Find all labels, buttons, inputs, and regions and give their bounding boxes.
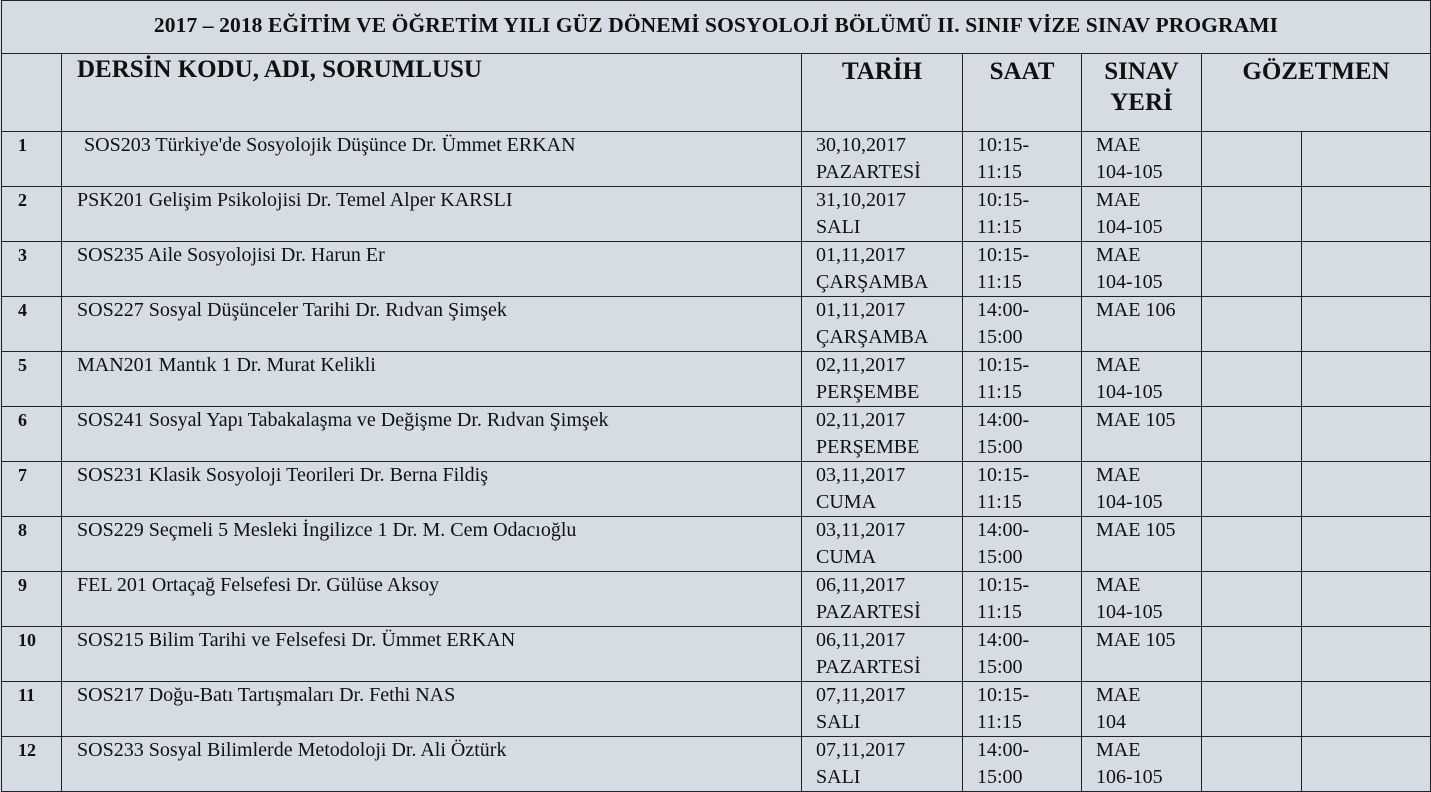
table-row (2, 682, 1431, 737)
proctor-cell-1 (1202, 407, 1302, 462)
row-number: 7 (2, 462, 62, 517)
room-cell (1082, 407, 1202, 462)
proctor-cell-2 (1302, 737, 1431, 792)
proctor-cell-1 (1202, 187, 1302, 242)
header-proctor: GÖZETMEN (1202, 54, 1431, 132)
table-row (2, 407, 1431, 462)
course-cell: SOS229 Seçmeli 5 Mesleki İngilizce 1 Dr. M. Cem Odacıoğlu (62, 517, 802, 572)
room-cell (1082, 462, 1202, 517)
exam-date: 06,11,2017 (816, 574, 906, 596)
room-cell (1082, 517, 1202, 572)
time-cell (963, 517, 1082, 572)
exam-date: 07,11,2017 (816, 739, 906, 761)
course-cell: SOS233 Sosyal Bilimlerde Metodoloji Dr. Ali Öztürk (62, 737, 802, 792)
room-line1: MAE (1096, 354, 1141, 376)
course-cell: PSK201 Gelişim Psikolojisi Dr. Temel Alper KARSLI (62, 187, 802, 242)
room-line1: MAE 105 (1096, 409, 1176, 431)
table-row (2, 572, 1431, 627)
proctor-cell-2 (1302, 572, 1431, 627)
time-start: 14:00- (977, 629, 1030, 651)
room-cell (1082, 627, 1202, 682)
row-number: 12 (2, 737, 62, 792)
exam-day: CUMA (816, 491, 877, 513)
time-start: 14:00- (977, 409, 1030, 431)
course-cell: SOS215 Bilim Tarihi ve Felsefesi Dr. Ümmet ERKAN (62, 627, 802, 682)
exam-day: PAZARTESİ (816, 161, 921, 183)
course-cell: SOS203 Türkiye'de Sosyolojik Düşünce Dr. Ümmet ERKAN (62, 132, 802, 187)
date-cell (802, 682, 963, 737)
document-title: 2017 – 2018 EĞİTİM VE ÖĞRETİM YILI GÜZ DÖNEMİ SOSYOLOJİ BÖLÜMÜ II. SINIF VİZE SINAV PROGRAMI (2, 1, 1431, 54)
time-cell (963, 462, 1082, 517)
table-row (2, 737, 1431, 792)
time-cell (963, 187, 1082, 242)
proctor-cell-1 (1202, 682, 1302, 737)
room-line1: MAE (1096, 134, 1141, 156)
exam-day: SALI (816, 216, 861, 238)
date-cell (802, 297, 963, 352)
room-line1: MAE (1096, 189, 1141, 211)
room-line2: 106-105 (1096, 766, 1163, 788)
table-row (2, 627, 1431, 682)
proctor-cell-2 (1302, 462, 1431, 517)
proctor-cell-2 (1302, 297, 1431, 352)
course-cell: MAN201 Mantık 1 Dr. Murat Kelikli (62, 352, 802, 407)
time-start: 10:15- (977, 574, 1030, 596)
course-cell: SOS231 Klasik Sosyoloji Teorileri Dr. Berna Fildiş (62, 462, 802, 517)
header-room-line2: YERİ (1110, 89, 1173, 116)
time-start: 10:15- (977, 189, 1030, 211)
table-row (2, 132, 1431, 187)
date-cell (802, 627, 963, 682)
table-row (2, 517, 1431, 572)
time-end: 11:15 (977, 271, 1022, 293)
course-cell: SOS227 Sosyal Düşünceler Tarihi Dr. Rıdvan Şimşek (62, 297, 802, 352)
date-cell (802, 462, 963, 517)
room-line2: 104-105 (1096, 491, 1163, 513)
exam-date: 30,10,2017 (816, 134, 906, 156)
header-row (2, 54, 1431, 132)
proctor-cell-2 (1302, 517, 1431, 572)
time-end: 11:15 (977, 601, 1022, 623)
time-start: 10:15- (977, 684, 1030, 706)
room-line2: 104-105 (1096, 381, 1163, 403)
time-end: 11:15 (977, 491, 1022, 513)
time-start: 14:00- (977, 739, 1030, 761)
time-end: 15:00 (977, 656, 1023, 678)
exam-date: 02,11,2017 (816, 354, 906, 376)
exam-day: PAZARTESİ (816, 656, 921, 678)
header-course: DERSİN KODU, ADI, SORUMLUSU (62, 54, 802, 132)
row-number: 9 (2, 572, 62, 627)
table-row (2, 187, 1431, 242)
room-line1: MAE 105 (1096, 629, 1176, 651)
room-line1: MAE 105 (1096, 519, 1176, 541)
course-cell: FEL 201 Ortaçağ Felsefesi Dr. Gülüse Aksoy (62, 572, 802, 627)
time-end: 11:15 (977, 216, 1022, 238)
course-cell: SOS235 Aile Sosyolojisi Dr. Harun Er (62, 242, 802, 297)
proctor-cell-1 (1202, 462, 1302, 517)
row-number: 10 (2, 627, 62, 682)
time-start: 14:00- (977, 519, 1030, 541)
time-end: 11:15 (977, 381, 1022, 403)
header-time: SAAT (963, 54, 1082, 132)
time-end: 15:00 (977, 436, 1023, 458)
exam-day: ÇARŞAMBA (816, 271, 929, 293)
time-cell (963, 682, 1082, 737)
row-number: 6 (2, 407, 62, 462)
room-cell (1082, 572, 1202, 627)
exam-date: 02,11,2017 (816, 409, 906, 431)
header-date: TARİH (802, 54, 963, 132)
exam-date: 31,10,2017 (816, 189, 906, 211)
row-number: 2 (2, 187, 62, 242)
table-row (2, 352, 1431, 407)
date-cell (802, 352, 963, 407)
room-line1: MAE (1096, 739, 1141, 761)
course-cell: SOS217 Doğu-Batı Tartışmaları Dr. Fethi NAS (62, 682, 802, 737)
exam-date: 03,11,2017 (816, 519, 906, 541)
time-end: 15:00 (977, 546, 1023, 568)
exam-day: CUMA (816, 546, 877, 568)
proctor-cell-1 (1202, 572, 1302, 627)
date-cell (802, 132, 963, 187)
exam-date: 06,11,2017 (816, 629, 906, 651)
proctor-cell-2 (1302, 407, 1431, 462)
proctor-cell-2 (1302, 682, 1431, 737)
exam-date: 01,11,2017 (816, 299, 906, 321)
time-cell (963, 297, 1082, 352)
date-cell (802, 407, 963, 462)
time-start: 10:15- (977, 354, 1030, 376)
proctor-cell-2 (1302, 132, 1431, 187)
room-line1: MAE (1096, 574, 1141, 596)
exam-schedule-table (1, 0, 1431, 792)
row-number: 1 (2, 132, 62, 187)
room-line2: 104-105 (1096, 216, 1163, 238)
room-line2: 104-105 (1096, 271, 1163, 293)
room-cell (1082, 352, 1202, 407)
room-line1: MAE (1096, 244, 1141, 266)
time-end: 15:00 (977, 766, 1023, 788)
proctor-cell-2 (1302, 187, 1431, 242)
row-number: 11 (2, 682, 62, 737)
room-line2: 104 (1096, 711, 1126, 733)
time-start: 10:15- (977, 244, 1030, 266)
exam-day: ÇARŞAMBA (816, 326, 929, 348)
time-start: 10:15- (977, 134, 1030, 156)
header-number (2, 54, 62, 132)
time-cell (963, 407, 1082, 462)
exam-day: PERŞEMBE (816, 436, 920, 458)
proctor-cell-1 (1202, 517, 1302, 572)
proctor-cell-1 (1202, 352, 1302, 407)
time-cell (963, 352, 1082, 407)
time-end: 11:15 (977, 711, 1022, 733)
exam-day: PAZARTESİ (816, 601, 921, 623)
table-row (2, 242, 1431, 297)
room-cell (1082, 187, 1202, 242)
room-cell (1082, 132, 1202, 187)
time-cell (963, 242, 1082, 297)
room-line2: 104-105 (1096, 601, 1163, 623)
room-line1: MAE 106 (1096, 299, 1176, 321)
table-row (2, 462, 1431, 517)
time-end: 11:15 (977, 161, 1022, 183)
date-cell (802, 517, 963, 572)
time-end: 15:00 (977, 326, 1023, 348)
row-number: 4 (2, 297, 62, 352)
room-line1: MAE (1096, 684, 1141, 706)
room-line2: 104-105 (1096, 161, 1163, 183)
header-room-line1: SINAV (1104, 58, 1179, 85)
proctor-cell-2 (1302, 352, 1431, 407)
proctor-cell-2 (1302, 627, 1431, 682)
room-cell (1082, 297, 1202, 352)
room-line1: MAE (1096, 464, 1141, 486)
date-cell (802, 737, 963, 792)
exam-date: 07,11,2017 (816, 684, 906, 706)
exam-date: 01,11,2017 (816, 244, 906, 266)
room-cell (1082, 242, 1202, 297)
table-row (2, 297, 1431, 352)
proctor-cell-1 (1202, 737, 1302, 792)
row-number: 5 (2, 352, 62, 407)
proctor-cell-1 (1202, 242, 1302, 297)
course-cell: SOS241 Sosyal Yapı Tabakalaşma ve Değişme Dr. Rıdvan Şimşek (62, 407, 802, 462)
proctor-cell-1 (1202, 297, 1302, 352)
time-cell (963, 572, 1082, 627)
header-room (1082, 54, 1202, 132)
date-cell (802, 572, 963, 627)
proctor-cell-2 (1302, 242, 1431, 297)
proctor-cell-1 (1202, 132, 1302, 187)
time-start: 14:00- (977, 299, 1030, 321)
exam-date: 03,11,2017 (816, 464, 906, 486)
time-cell (963, 132, 1082, 187)
exam-day: SALI (816, 711, 861, 733)
exam-day: SALI (816, 766, 861, 788)
room-cell (1082, 682, 1202, 737)
time-cell (963, 627, 1082, 682)
room-cell (1082, 737, 1202, 792)
exam-day: PERŞEMBE (816, 381, 920, 403)
proctor-cell-1 (1202, 627, 1302, 682)
row-number: 3 (2, 242, 62, 297)
row-number: 8 (2, 517, 62, 572)
date-cell (802, 242, 963, 297)
date-cell (802, 187, 963, 242)
time-start: 10:15- (977, 464, 1030, 486)
time-cell (963, 737, 1082, 792)
